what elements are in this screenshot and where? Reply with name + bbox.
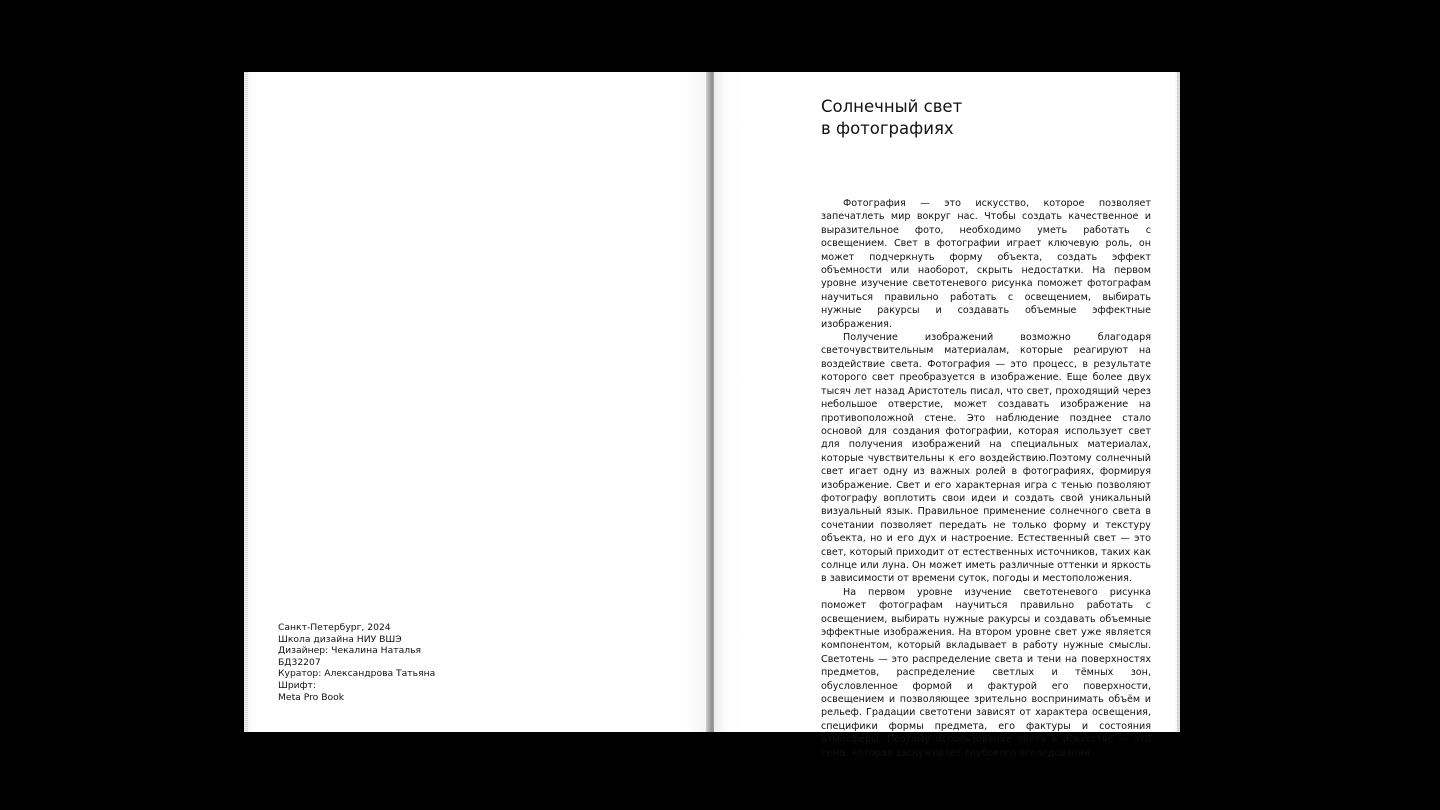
imprint-group: БД32207 bbox=[278, 656, 321, 668]
imprint-designer: Дизайнер: Чекалина Наталья bbox=[278, 645, 422, 657]
left-page bbox=[244, 72, 710, 732]
imprint-font-label: Шрифт: bbox=[278, 679, 316, 691]
imprint-block bbox=[278, 622, 518, 703]
page-title bbox=[821, 96, 962, 140]
imprint-curator: Куратор: Александрова Татьяна bbox=[278, 668, 436, 680]
imprint-school: Школа дизайна НИУ ВШЭ bbox=[278, 633, 402, 645]
paragraph: Получение изображений возможно благодаря светочувствительным материалам, которые реагируют на воздействие света. Фотография — это процесс, в результате которого свет преобразуется в изображение. Еще более двух тысяч лет назад Аристотель писал, что свет, проходящий через небольшое отверстие, может создавать изображение на противоположной стене. Это наблюдение позднее стало основой для создания фотографии, которая использует свет для получения изображений на специальных материалах, которые чувствительны к его воздействию.Поэтому солнечный свет игает одну из важных ролей в фотографиях, формируя изображение. Свет и его характерная игра с тенью позволяют фотографу воплотить свои идеи и создать свой уникальный визуальный язык. Правильное применение солнечного света в сочетании позволяет передать не только форму и текстуру объекта, но и его дух и настроение. Естественный свет — это свет, который приходит от естественных источников, таких как солнце или луна. Он может иметь различные оттенки и яркость в зависимости от времени суток, погоды и местоположения. bbox=[821, 332, 1151, 585]
paragraph: На первом уровне изучение светотеневого рисунка поможет фотографам научиться правильно работать с освещением, выбирать нужные ракурсы и создавать объемные эффектные изображения. На втором уровне свет уже является компонентом, который вкладывает в работу нужные смыслы. Светотень — это распределение света и тени на поверхностях предметов, распределение светлых и тёмных зон, обусловленное формой и фактурой его поверхности, освещением и позволяющее зрительно воспринимать объём и рельеф. Градации светотени зависят от характера освещения, специфики формы предмета, его фактуры и состояния атмосферы. Поэтому использование света в искусстве — это тема, которая заслуживает глубокого исследования. bbox=[821, 586, 1151, 759]
right-page bbox=[714, 72, 1180, 759]
page-title-line1: Солнечный свет bbox=[821, 97, 963, 116]
imprint-font-name: Meta Pro Book bbox=[278, 691, 345, 703]
body-text bbox=[821, 197, 1151, 760]
paragraph: Фотография — это искусство, которое позволяет запечатлеть мир вокруг нас. Чтобы создать качественное и выразительное фото, необходимо уметь работать с освещением. Свет в фотографии играет ключевую роль, он может подчеркнуть форму объекта, создать эффект объемности или наоборот, скрыть недостатки. На первом уровне изучение светотеневого рисунка поможет фотографам научиться правильно работать с освещением, выбирать нужные ракурсы и создавать объемные эффектные изображения. bbox=[821, 198, 1151, 330]
imprint-city-year: Санкт-Петербург, 2024 bbox=[278, 622, 391, 633]
page-title-line2: в фотографиях bbox=[821, 119, 954, 138]
